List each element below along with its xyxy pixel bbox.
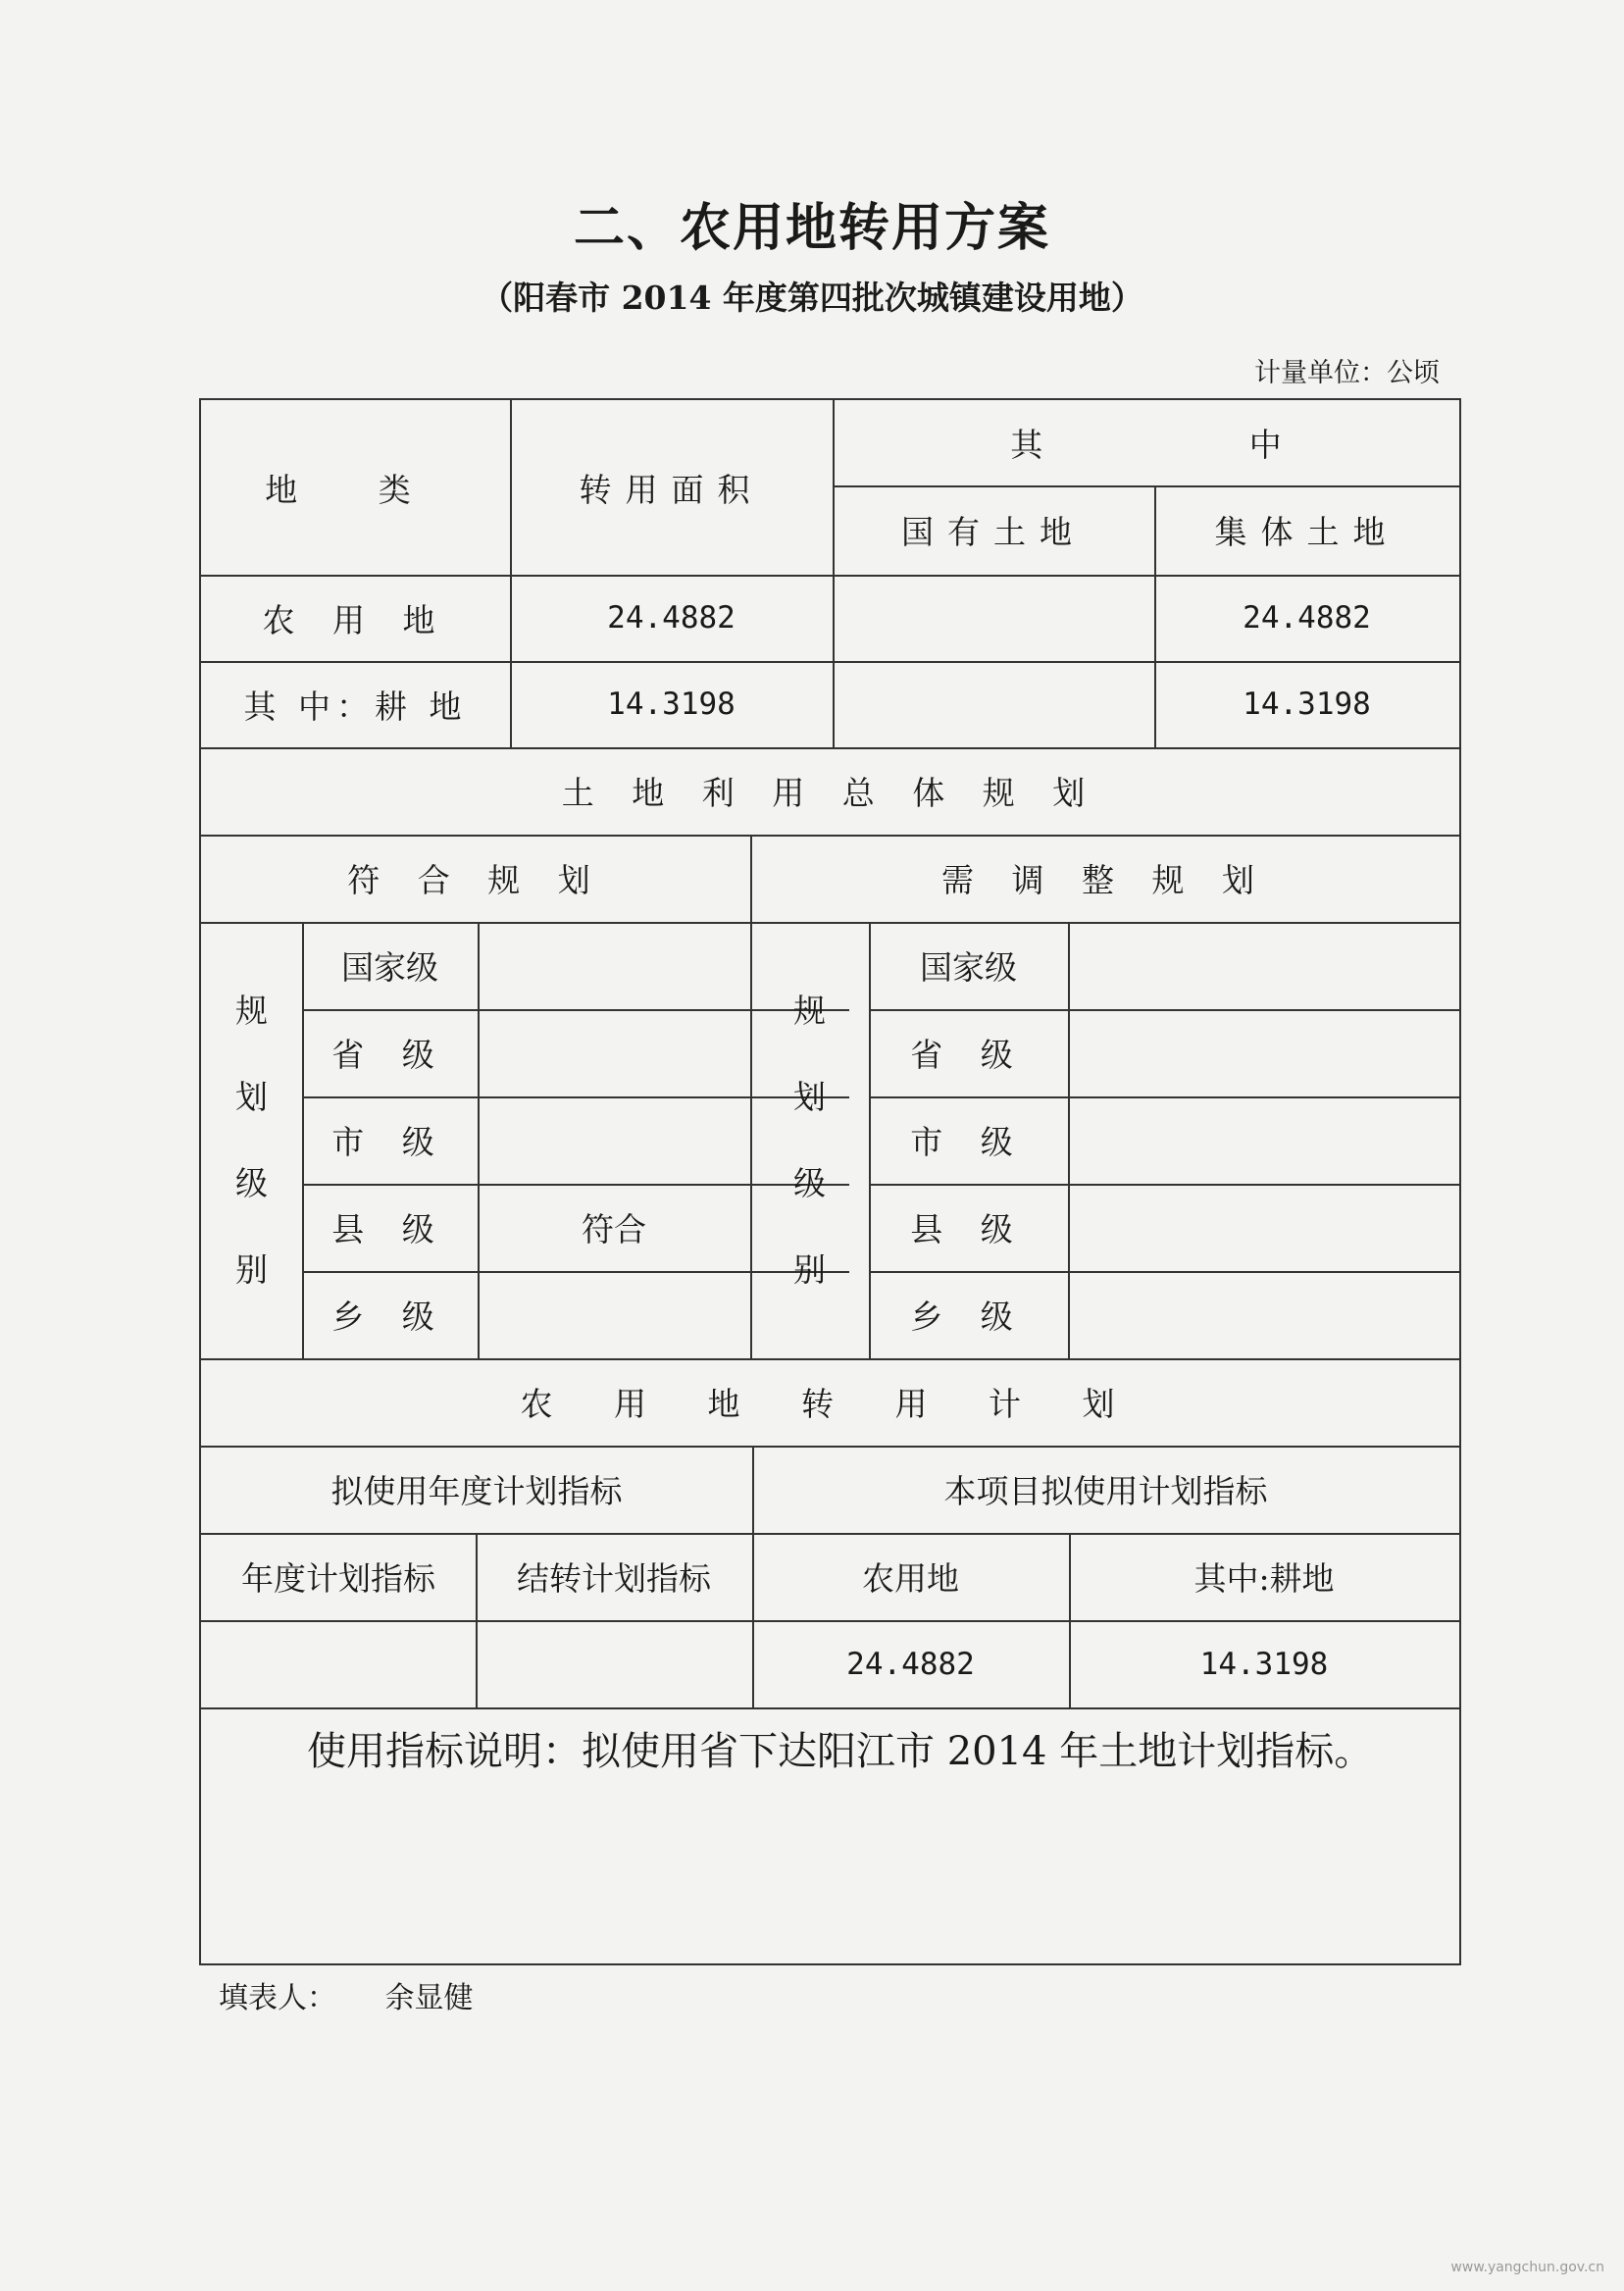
filler-name: 余显健	[384, 1981, 474, 2015]
row-farmland-area: 24.4882	[607, 600, 736, 636]
conform-plan-title: 符 合 规 划	[347, 861, 604, 899]
col-farmland: 农用地	[862, 1559, 959, 1598]
level-char: 级	[235, 1163, 268, 1202]
adjust-level-city: 市 级	[910, 1123, 1027, 1161]
plan-section-title: 土 地 利 用 总 体 规 划	[561, 774, 1099, 812]
conform-value-city	[478, 1096, 750, 1184]
site-watermark: www.yangchun.gov.cn	[1450, 2260, 1604, 2275]
header-land-type: 地 类	[265, 470, 446, 509]
conform-level-provincial: 省 级	[331, 1036, 448, 1074]
adjust-level-township: 乡 级	[910, 1298, 1027, 1336]
conform-level-county: 县 级	[331, 1210, 448, 1248]
header-collective-land: 集体土地	[1214, 513, 1399, 551]
row-farmland-state	[833, 575, 1154, 661]
conform-level-township: 乡 级	[331, 1298, 448, 1336]
planned-quota-title: 拟使用年度计划指标	[330, 1472, 623, 1510]
conform-value-county: 符合	[582, 1210, 646, 1248]
level-char: 划	[793, 1077, 826, 1116]
row-arable-label: 其 中：耕 地	[243, 687, 468, 726]
adjust-value-township	[1068, 1271, 1459, 1358]
quota-usage-note: 使用指标说明：拟使用省下达阳江市 2014 年土地计划指标。	[307, 1729, 1374, 1774]
row-arable-area: 14.3198	[607, 687, 736, 722]
conform-value-provincial	[478, 1009, 750, 1096]
level-char: 规	[793, 991, 826, 1030]
col-arable: 其中:耕地	[1193, 1559, 1335, 1598]
level-char: 别	[793, 1249, 826, 1289]
page-title: 二、农用地转用方案	[573, 199, 1050, 258]
adjust-value-provincial	[1068, 1009, 1459, 1096]
arable-quota-value: 14.3198	[1199, 1646, 1329, 1682]
col-carryover-quota: 结转计划指标	[517, 1559, 711, 1598]
form-footer	[219, 1973, 474, 2016]
row-farmland-label: 农 用 地	[262, 600, 449, 639]
conform-level-city: 市 级	[331, 1123, 448, 1161]
level-char: 别	[235, 1249, 268, 1289]
project-quota-title: 本项目拟使用计划指标	[943, 1472, 1268, 1510]
adjust-level-county: 县 级	[910, 1210, 1027, 1248]
adjust-value-city	[1068, 1096, 1459, 1184]
row-arable-collective: 14.3198	[1243, 687, 1371, 722]
adjust-value-county	[1068, 1184, 1459, 1271]
header-state-land: 国有土地	[901, 513, 1086, 551]
adjust-level-label	[750, 922, 869, 1358]
level-char: 划	[235, 1077, 268, 1116]
adjust-plan-title: 需 调 整 规 划	[941, 861, 1268, 899]
level-char: 规	[235, 991, 268, 1030]
quota-section-title: 农 用 地 转 用 计 划	[520, 1385, 1141, 1423]
header-of-which: 其 中	[1010, 426, 1282, 464]
conversion-form-table	[199, 398, 1461, 1965]
level-char: 级	[793, 1163, 826, 1202]
adjust-level-provincial: 省 级	[910, 1036, 1027, 1074]
conform-level-national: 国家级	[341, 948, 438, 987]
page-subtitle: （阳春市 2014 年度第四批次城镇建设用地）	[481, 279, 1143, 317]
unit-label: 计量单位：公顷	[1254, 358, 1440, 388]
farmland-quota-value: 24.4882	[846, 1646, 975, 1682]
row-arable-state	[833, 661, 1154, 747]
annual-quota-value	[201, 1620, 476, 1707]
filler-label: 填表人：	[219, 1981, 336, 2015]
col-annual-quota: 年度计划指标	[241, 1559, 435, 1598]
carryover-quota-value	[476, 1620, 752, 1707]
adjust-level-national: 国家级	[920, 948, 1017, 987]
conform-level-label	[201, 922, 302, 1358]
row-farmland-collective: 24.4882	[1243, 600, 1371, 636]
conform-value-township	[478, 1271, 750, 1358]
adjust-value-national	[1068, 922, 1459, 1009]
conform-value-national	[478, 922, 750, 1009]
header-area: 转用面积	[579, 470, 764, 509]
